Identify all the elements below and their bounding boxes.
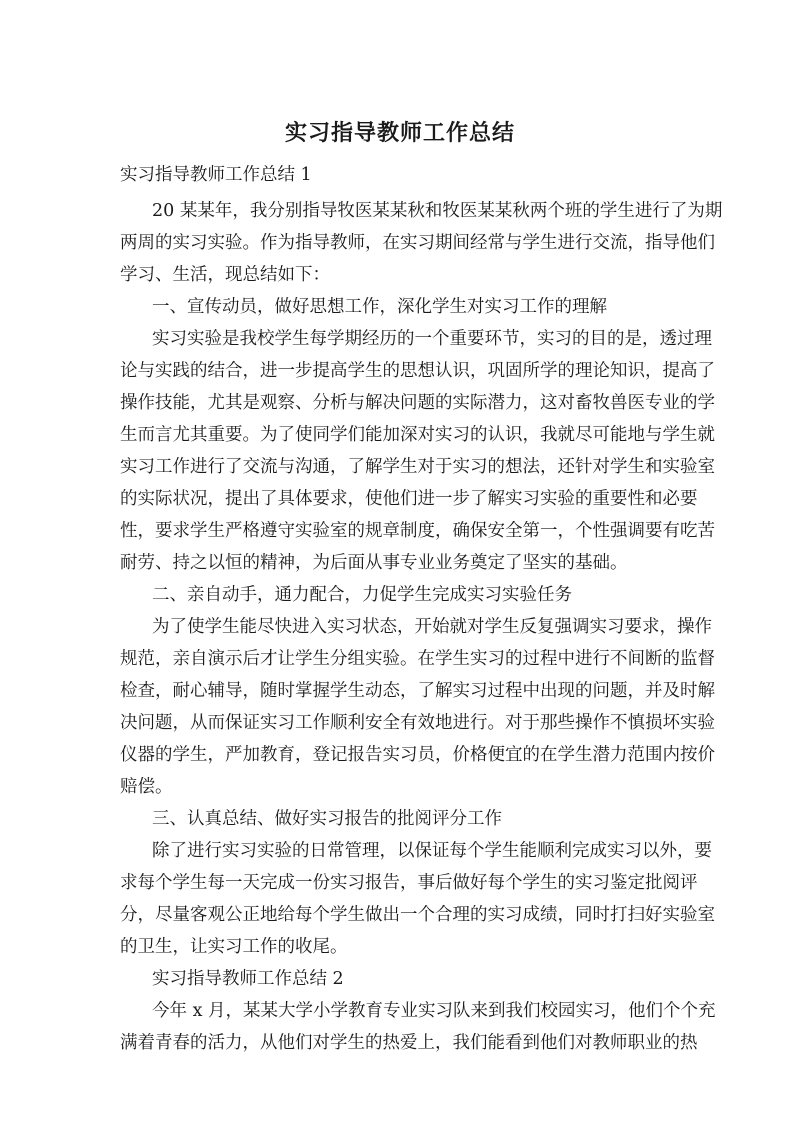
subtitle-1: 实习指导教师工作总结 1 — [120, 165, 312, 185]
section-2-line: 规范，亲自演示后才让学生分组实验。在学生实习的过程中进行不间断的监督 — [120, 649, 715, 669]
section-3-line: 求每个学生每一天完成一份实习报告，事后做好每个学生的实习鉴定批阅评 — [120, 873, 698, 893]
section-1-line: 实习工作进行了交流与沟通，了解学生对于实习的想法，还针对学生和实验室 — [120, 457, 715, 477]
section-3-line: 的卫生，让实习工作的收尾。 — [120, 937, 348, 957]
part-2-line: 今年 x 月，某某大学小学教育专业实习队来到我们校园实习，他们个个充 — [152, 1001, 716, 1021]
section-3-line: 分，尽量客观公正地给每个学生做出一个合理的实习成绩，同时打扫好实验室 — [120, 905, 715, 925]
part-2-line: 满着青春的活力，从他们对学生的热爱上，我们能看到他们对教师职业的热 — [120, 1033, 698, 1053]
document-title: 实习指导教师工作总结 — [284, 121, 515, 146]
section-2-line: 仪器的学生，严加教育，登记报告实习员，价格便宜的在学生潜力范围内按价 — [120, 745, 715, 765]
section-1-line: 生而言尤其重要。为了使同学们能加深对实习的认识，我就尽可能地与学生就 — [120, 425, 715, 445]
section-1-line: 的实际状况，提出了具体要求，使他们进一步了解实习实验的重要性和必要 — [120, 489, 698, 509]
section-1-line: 耐劳、持之以恒的精神，为后面从事专业业务奠定了坚实的基础。 — [120, 553, 628, 573]
section-1-heading: 一、宣传动员，做好思想工作，深化学生对实习工作的理解 — [152, 297, 607, 317]
subtitle-2: 实习指导教师工作总结 2 — [152, 969, 344, 989]
section-2-line: 为了使学生能尽快进入实习状态，开始就对学生反复强调实习要求，操作 — [152, 617, 712, 637]
intro-line: 学习、生活，现总结如下： — [120, 265, 330, 285]
section-2-line: 赔偿。 — [120, 777, 173, 797]
section-2-heading: 二、亲自动手，通力配合，力促学生完成实习实验任务 — [152, 585, 572, 605]
intro-line: 两周的实习实验。作为指导教师，在实习期间经常与学生进行交流，指导他们 — [120, 233, 715, 253]
section-2-line: 检查，耐心辅导，随时掌握学生动态，了解实习过程中出现的问题，并及时解 — [120, 681, 715, 701]
section-1-line: 操作技能，尤其是观察、分析与解决问题的实际潜力，这对畜牧兽医专业的学 — [120, 393, 715, 413]
section-2-line: 决问题，从而保证实习工作顺利安全有效地进行。对于那些操作不慎损坏实验 — [120, 713, 715, 733]
intro-line: 20 某某年，我分别指导牧医某某秋和牧医某某秋两个班的学生进行了为期 — [152, 201, 723, 221]
section-1-line: 论与实践的结合，进一步提高学生的思想认识，巩固所学的理论知识，提高了 — [120, 361, 715, 381]
section-3-line: 除了进行实习实验的日常管理，以保证每个学生能顺利完成实习以外，要 — [152, 841, 712, 861]
section-1-line: 实习实验是我校学生每学期经历的一个重要环节，实习的目的是，透过理 — [152, 329, 712, 349]
section-1-line: 性，要求学生严格遵守实验室的规章制度，确保安全第一，个性强调要有吃苦 — [120, 521, 715, 541]
section-3-heading: 三、认真总结、做好实习报告的批阅评分工作 — [152, 809, 502, 829]
